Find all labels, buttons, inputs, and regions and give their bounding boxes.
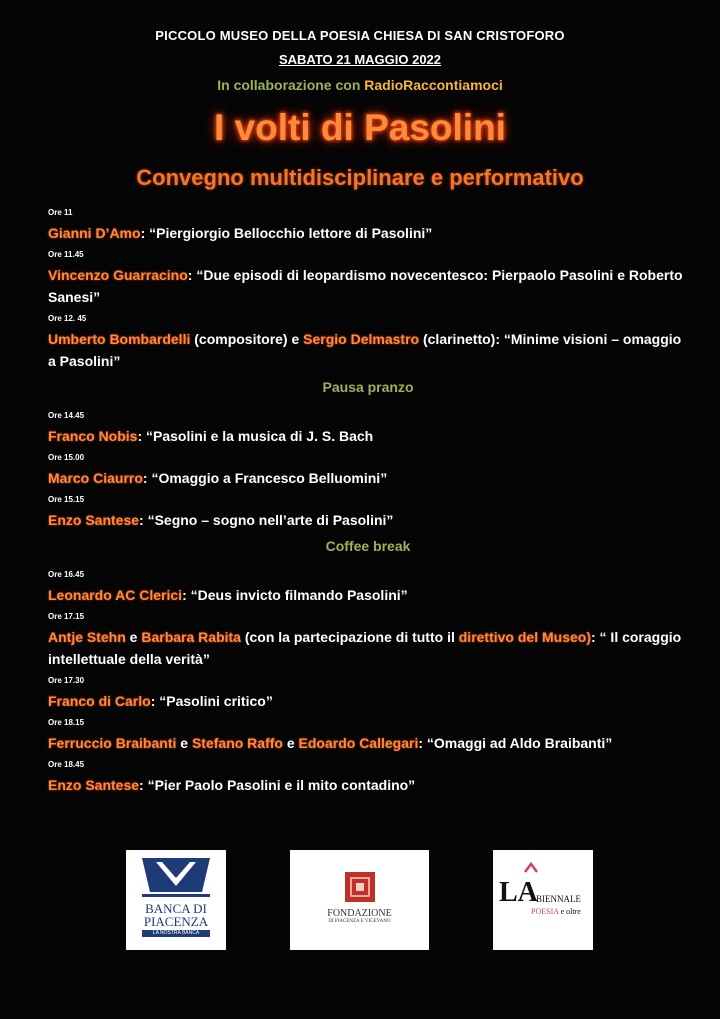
biennale-oltre: e oltre [558,907,581,916]
speaker-name: Ferruccio Braibanti [48,735,177,751]
program-item [48,717,688,754]
time-label: Ore 15.00 [48,453,85,462]
talk-title: : “Segno – sogno nell’arte di Pasolini” [139,512,394,528]
program-item [48,313,688,372]
talk-title: : “Piergiorgio Bellocchio lettore di Pasolini” [140,225,433,241]
speaker-name: Marco Ciaurro [48,470,143,486]
talk-line [48,222,688,244]
bank-name-line1: BANCA DI [145,901,207,916]
time-label: Ore 18.15 [48,718,85,727]
program-item [48,207,688,244]
talk-line [48,264,688,308]
speaker-name: Franco Nobis [48,428,138,444]
biennale-poesia-logo [493,850,593,950]
biennale-poesia: POESIA [531,907,559,916]
talk-title: : “ Il coraggio intellettuale della verità” [48,629,682,667]
page-title: I volti di Pasolini [214,107,506,148]
speaker-name: Vincenzo Guarracino [48,267,188,283]
time-label: Ore 11.45 [48,250,84,259]
talk-title: : “Deus invicto filmando Pasolini” [182,587,408,603]
talk-title: : “Omaggi ad Aldo Braibanti” [418,735,613,751]
time-label: Ore 12. 45 [48,314,87,323]
talk-line [48,690,688,712]
talk-line [48,732,688,754]
speaker-name: Gianni D’Amo [48,225,141,241]
talk-line [48,584,688,606]
time-label: Ore 17.30 [48,676,85,685]
program-item [48,569,688,606]
program-item [48,759,688,796]
event-date: SABATO 21 MAGGIO 2022 [278,52,442,67]
speaker-name: Sergio Delmastro [303,331,420,347]
collaboration-line [0,77,720,93]
program-item [48,675,688,712]
talk-title: : “Pasolini e la musica di J. S. Bach [137,428,374,444]
time-label: Ore 18.45 [48,760,85,769]
talk-connector: e [282,735,299,751]
speaker-name: Stefano Raffo [191,735,283,751]
speaker-name: Enzo Santese [48,777,140,793]
program-item [48,410,688,447]
speaker-name: Franco di Carlo [48,693,151,709]
biennale-initials: LA [499,877,538,908]
speaker-name: direttivo del Museo) [458,629,591,645]
coffee-break: Coffee break [325,538,411,554]
program-item [48,494,688,531]
talk-connector: (compositore) e [190,331,304,347]
time-label: Ore 14.45 [48,411,85,420]
time-label: Ore 17.15 [48,612,85,621]
talk-line [48,774,688,796]
talk-connector: e [176,735,192,751]
fondazione-emblem-icon [290,850,429,950]
speaker-name: Umberto Bombardelli [48,331,191,347]
talk-title: : “Pasolini critico” [150,693,273,709]
banca-di-piacenza-logo [126,850,226,950]
speaker-name: Leonardo AC Clerici [48,587,183,603]
program-list [48,207,688,801]
speaker-name: Barbara Rabita [141,629,241,645]
fondazione-logo [290,850,429,950]
speaker-name: Edoardo Callegari [298,735,419,751]
collab-prefix: In collaborazione con [217,77,365,93]
talk-connector: e [125,629,142,645]
time-label: Ore 15.15 [48,495,85,504]
lunch-break: Pausa pranzo [322,379,414,395]
time-label: Ore 16.45 [48,570,85,579]
talk-title: : “Omaggio a Francesco Belluomini” [142,470,388,486]
venue-line: PICCOLO MUSEO DELLA POESIA CHIESA DI SAN CRISTOFORO [155,28,565,43]
talk-title: : “Due episodi di leopardismo novecentesco: Pierpaolo Pasolini e Roberto Sanesi” [48,267,683,305]
program-item [48,611,688,670]
bank-tagline: LA NOSTRA BANCA [142,930,210,937]
page-subtitle: Convegno multidisciplinare e performativo [136,165,584,190]
speaker-name: Antje Stehn [48,629,126,645]
talk-connector: (con la partecipazione di tutto il [240,629,459,645]
program-item [48,452,688,489]
program-item [48,249,688,308]
speaker-name: Enzo Santese [48,512,140,528]
biennale-word: BIENNALE [536,894,581,904]
talk-line [48,425,688,447]
biennale-subtitle [531,907,581,917]
time-label: Ore 11 [48,208,73,217]
collab-name: RadioRaccontiamoci [364,77,503,93]
talk-line [48,626,688,670]
sponsor-logos [0,850,720,950]
talk-line [48,467,688,489]
talk-line [48,328,688,372]
fondazione-name: FONDAZIONE [327,908,392,919]
bank-name-line2: PIACENZA [143,914,209,929]
talk-line [48,509,688,531]
fondazione-subname: DI PIACENZA E VIGEVANO [328,919,391,924]
talk-title: : “Pier Paolo Pasolini e il mito contadino” [139,777,416,793]
talk-title: (clarinetto): “Minime visioni – omaggio a Pasolini” [48,331,682,369]
